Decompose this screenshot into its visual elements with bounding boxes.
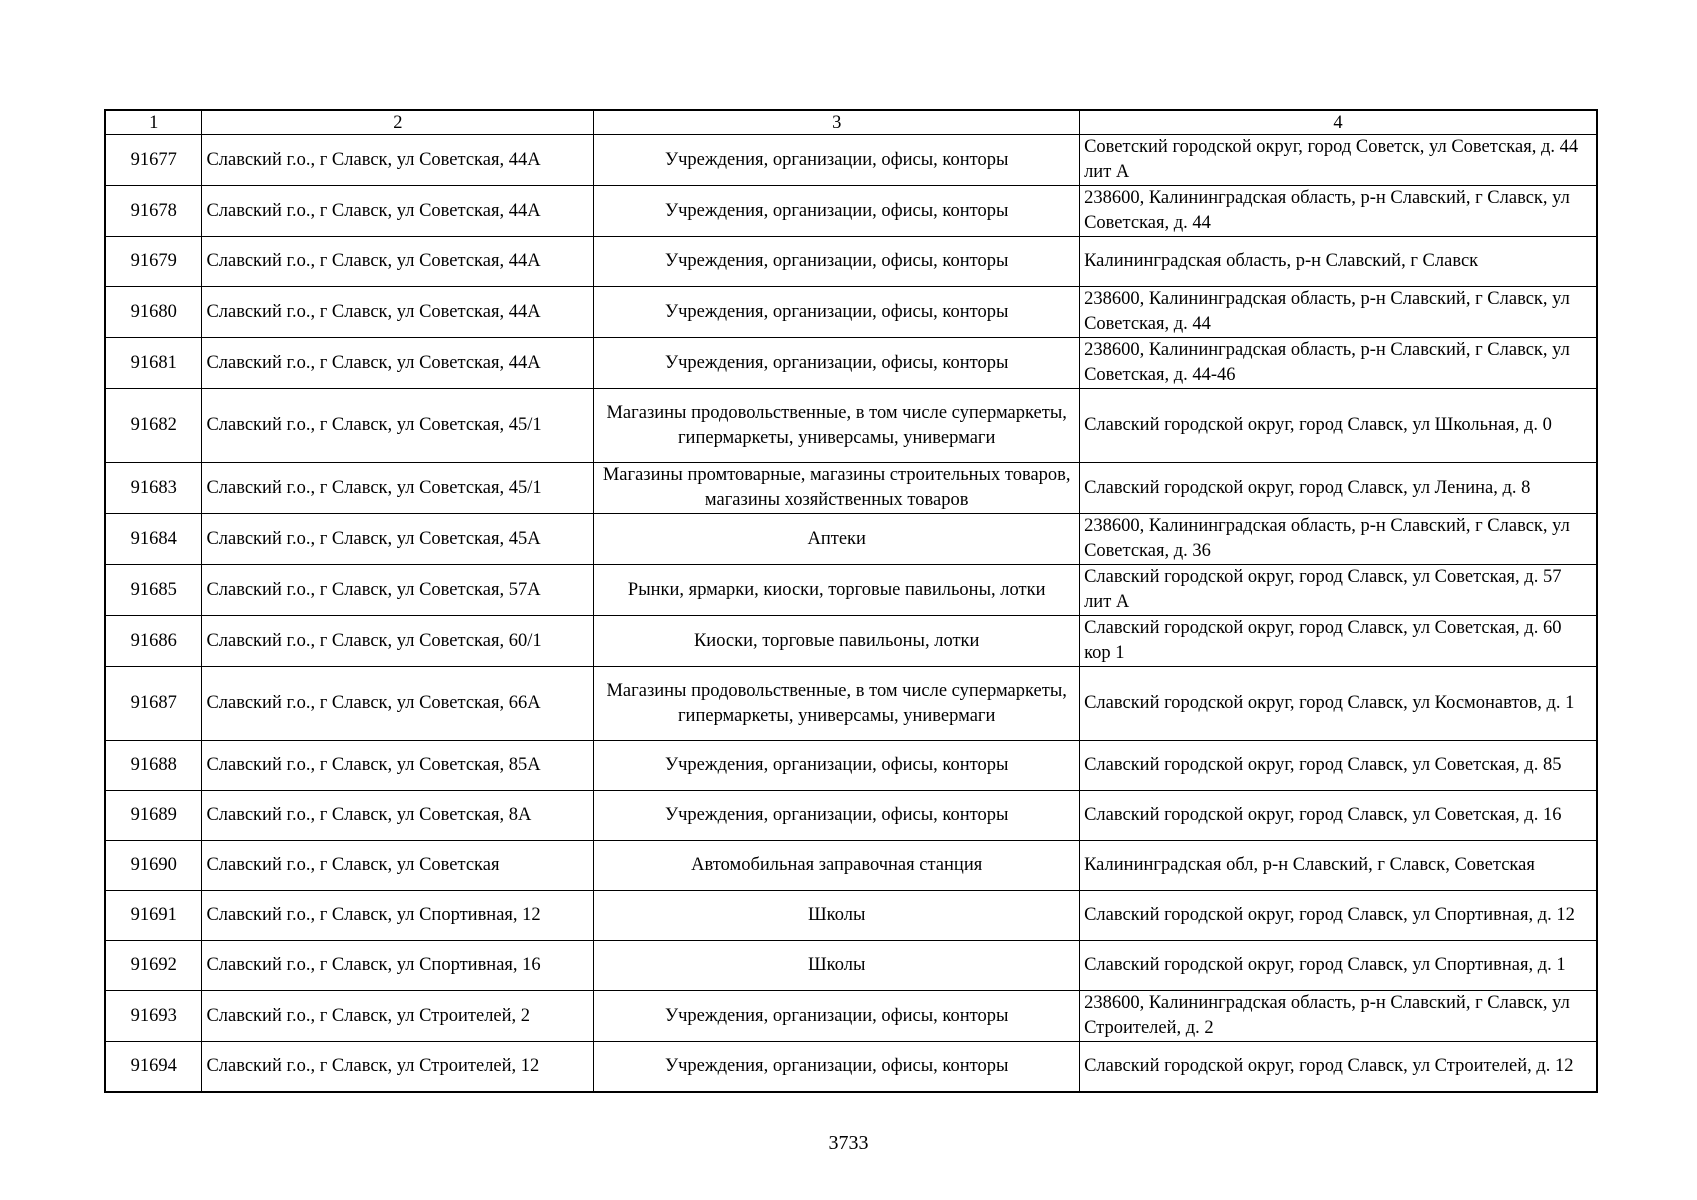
- object-address: Славский г.о., г Славск, ул Советская, 60/1: [202, 616, 594, 667]
- object-category: Учреждения, организации, офисы, конторы: [594, 1042, 1080, 1093]
- object-address: Славский г.о., г Славск, ул Советская, 44А: [202, 237, 594, 287]
- row-number: 91677: [105, 135, 202, 186]
- row-number: 91693: [105, 991, 202, 1042]
- row-number: 91678: [105, 186, 202, 237]
- object-category: Учреждения, организации, офисы, конторы: [594, 741, 1080, 791]
- registry-address: 238600, Калининградская область, р-н Славский, г Славск, ул Строителей, д. 2: [1080, 991, 1597, 1042]
- object-address: Славский г.о., г Славск, ул Советская, 57А: [202, 565, 594, 616]
- row-number: 91679: [105, 237, 202, 287]
- row-number: 91680: [105, 287, 202, 338]
- row-number: 91684: [105, 514, 202, 565]
- registry-address: Славский городской округ, город Славск, ул Советская, д. 16: [1080, 791, 1597, 841]
- table-row: [105, 741, 1597, 791]
- registry-address: 238600, Калининградская область, р-н Славский, г Славск, ул Советская, д. 44: [1080, 287, 1597, 338]
- object-category: Школы: [594, 891, 1080, 941]
- object-address: Славский г.о., г Славск, ул Советская, 45А: [202, 514, 594, 565]
- table-row: [105, 565, 1597, 616]
- registry-address: Калининградская область, р-н Славский, г Славск: [1080, 237, 1597, 287]
- column-header: 3: [594, 110, 1080, 135]
- object-category: Учреждения, организации, офисы, конторы: [594, 237, 1080, 287]
- row-number: 91687: [105, 667, 202, 741]
- page-number: 3733: [828, 1132, 869, 1154]
- object-category: Аптеки: [594, 514, 1080, 565]
- table-row: [105, 667, 1597, 741]
- row-number: 91692: [105, 941, 202, 991]
- row-number: 91686: [105, 616, 202, 667]
- object-category: Магазины продовольственные, в том числе супермаркеты, гипермаркеты, универсамы, универмаги: [594, 389, 1080, 463]
- object-category: Школы: [594, 941, 1080, 991]
- object-address: Славский г.о., г Славск, ул Советская: [202, 841, 594, 891]
- row-number: 91681: [105, 338, 202, 389]
- object-category: Автомобильная заправочная станция: [594, 841, 1080, 891]
- row-number: 91688: [105, 741, 202, 791]
- object-address: Славский г.о., г Славск, ул Советская, 44А: [202, 135, 594, 186]
- registry-address: 238600, Калининградская область, р-н Славский, г Славск, ул Советская, д. 44: [1080, 186, 1597, 237]
- object-category: Учреждения, организации, офисы, конторы: [594, 135, 1080, 186]
- table-row: [105, 514, 1597, 565]
- table-row: [105, 389, 1597, 463]
- table-row: [105, 991, 1597, 1042]
- row-number: 91689: [105, 791, 202, 841]
- object-address: Славский г.о., г Славск, ул Спортивная, 16: [202, 941, 594, 991]
- object-category: Учреждения, организации, офисы, конторы: [594, 338, 1080, 389]
- object-category: Магазины промтоварные, магазины строительных товаров, магазины хозяйственных товаров: [594, 463, 1080, 514]
- table-row: [105, 463, 1597, 514]
- row-number: 91694: [105, 1042, 202, 1093]
- table-row: [105, 841, 1597, 891]
- row-number: 91691: [105, 891, 202, 941]
- table-row: [105, 891, 1597, 941]
- object-address: Славский г.о., г Славск, ул Советская, 45/1: [202, 463, 594, 514]
- registry-address: 238600, Калининградская область, р-н Славский, г Славск, ул Советская, д. 36: [1080, 514, 1597, 565]
- registry-address: Славский городской округ, город Славск, ул Спортивная, д. 12: [1080, 891, 1597, 941]
- object-category: Учреждения, организации, офисы, конторы: [594, 186, 1080, 237]
- table-row: [105, 791, 1597, 841]
- row-number: 91685: [105, 565, 202, 616]
- object-category: Рынки, ярмарки, киоски, торговые павильоны, лотки: [594, 565, 1080, 616]
- registry-address: Славский городской округ, город Славск, ул Спортивная, д. 1: [1080, 941, 1597, 991]
- registry-address: 238600, Калининградская область, р-н Славский, г Славск, ул Советская, д. 44-46: [1080, 338, 1597, 389]
- registry-address: Славский городской округ, город Славск, ул Строителей, д. 12: [1080, 1042, 1597, 1093]
- column-header: 4: [1080, 110, 1597, 135]
- table-row: [105, 941, 1597, 991]
- registry-address: Славский городской округ, город Славск, ул Советская, д. 85: [1080, 741, 1597, 791]
- object-address: Славский г.о., г Славск, ул Советская, 85А: [202, 741, 594, 791]
- registry-address: Славский городской округ, город Славск, ул Советская, д. 60 кор 1: [1080, 616, 1597, 667]
- registry-address: Славский городской округ, город Славск, ул Космонавтов, д. 1: [1080, 667, 1597, 741]
- table-row: [105, 186, 1597, 237]
- table-body: [105, 135, 1597, 1093]
- registry-address: Славский городской округ, город Славск, ул Ленина, д. 8: [1080, 463, 1597, 514]
- table-row: [105, 237, 1597, 287]
- row-number: 91683: [105, 463, 202, 514]
- object-category: Учреждения, организации, офисы, конторы: [594, 287, 1080, 338]
- object-address: Славский г.о., г Славск, ул Советская, 44А: [202, 287, 594, 338]
- object-address: Славский г.о., г Славск, ул Советская, 8А: [202, 791, 594, 841]
- registry-address: Калининградская обл, р-н Славский, г Славск, Советская: [1080, 841, 1597, 891]
- column-header: 1: [105, 110, 202, 135]
- registry-address: Славский городской округ, город Славск, ул Школьная, д. 0: [1080, 389, 1597, 463]
- object-address: Славский г.о., г Славск, ул Советская, 45/1: [202, 389, 594, 463]
- object-category: Учреждения, организации, офисы, конторы: [594, 791, 1080, 841]
- table-row: [105, 1042, 1597, 1093]
- table-row: [105, 287, 1597, 338]
- object-category: Учреждения, организации, офисы, конторы: [594, 991, 1080, 1042]
- column-header: 2: [202, 110, 594, 135]
- object-address: Славский г.о., г Славск, ул Советская, 44А: [202, 338, 594, 389]
- object-address: Славский г.о., г Славск, ул Строителей, 2: [202, 991, 594, 1042]
- table-row: [105, 135, 1597, 186]
- object-address: Славский г.о., г Славск, ул Строителей, 12: [202, 1042, 594, 1093]
- row-number: 91682: [105, 389, 202, 463]
- registry-address: Советский городской округ, город Советск, ул Советская, д. 44 лит А: [1080, 135, 1597, 186]
- table-row: [105, 338, 1597, 389]
- table-row: [105, 616, 1597, 667]
- object-address: Славский г.о., г Славск, ул Спортивная, 12: [202, 891, 594, 941]
- row-number: 91690: [105, 841, 202, 891]
- object-category: Киоски, торговые павильоны, лотки: [594, 616, 1080, 667]
- object-address: Славский г.о., г Славск, ул Советская, 66А: [202, 667, 594, 741]
- registry-address: Славский городской округ, город Славск, ул Советская, д. 57 лит А: [1080, 565, 1597, 616]
- object-category: Магазины продовольственные, в том числе супермаркеты, гипермаркеты, универсамы, универмаги: [594, 667, 1080, 741]
- data-table: [104, 109, 1598, 1093]
- table-header-row: [105, 110, 1597, 135]
- object-address: Славский г.о., г Славск, ул Советская, 44А: [202, 186, 594, 237]
